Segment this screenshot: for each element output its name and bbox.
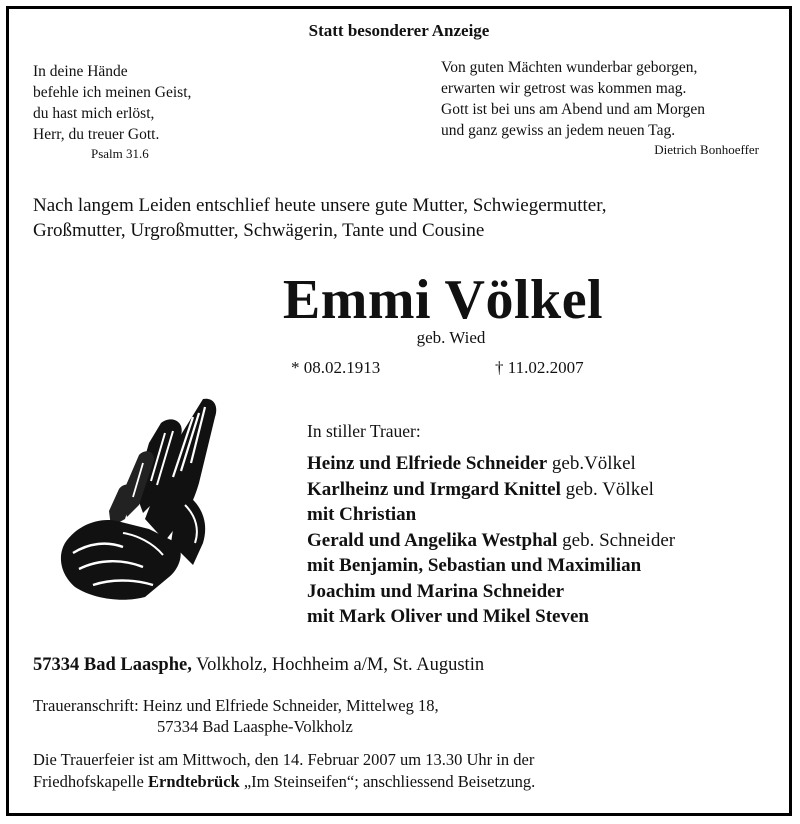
verse-line: In deine Hände — [33, 63, 128, 80]
verse-source: Psalm 31.6 — [91, 146, 149, 161]
mourning-label: In stiller Trauer: — [307, 421, 421, 441]
verse-line: Gott ist bei uns am Abend und am Morgen — [441, 101, 706, 118]
praying-hands-icon — [53, 393, 223, 603]
verse-line: du hast mich erlöst, — [33, 105, 155, 122]
mourner-line — [307, 553, 675, 579]
mourning-address — [33, 695, 439, 737]
funeral-place: Erndtebrück — [148, 772, 240, 791]
address-line: 57334 Bad Laasphe-Volkholz — [157, 717, 353, 736]
funeral-text: „Im Steinseifen“; anschliessend Beisetzung. — [239, 772, 536, 791]
mourner-line — [307, 451, 675, 477]
mourner-line — [307, 477, 675, 503]
verse-source: Dietrich Bonhoeffer — [654, 142, 759, 157]
funeral-line: Die Trauerfeier ist am Mittwoch, den 14. Februar 2007 um 13.30 Uhr in der — [33, 750, 535, 769]
obituary-notice — [6, 6, 792, 816]
verse-line: und ganz gewiss an jedem neuen Tag. — [441, 122, 676, 139]
town-places: Volkholz, Hochheim a/M, St. Augustin — [191, 655, 485, 675]
notice-header: Statt besonderer Anzeige — [308, 21, 490, 40]
intro-line: Nach langem Leiden entschlief heute unsere gute Mutter, Schwiegermutter, — [33, 195, 607, 216]
address-line: Traueranschrift: Heinz und Elfriede Schneider, Mittelweg 18, — [33, 696, 439, 715]
mourner-names: Karlheinz und Irmgard Knittel — [307, 478, 561, 500]
town-name: 57334 Bad Laasphe, — [33, 655, 192, 675]
mourner-names: mit Benjamin, Sebastian und Maximilian — [307, 555, 642, 576]
mourner-maiden: geb. Völkel — [560, 478, 654, 500]
funeral-info — [33, 749, 535, 793]
mourner-line — [307, 604, 675, 630]
deceased-name: Emmi Völkel — [282, 269, 604, 331]
verse-line: Herr, du treuer Gott. — [33, 126, 160, 143]
death-date: † 11.02.2007 — [495, 358, 584, 377]
birth-date: * 08.02.1913 — [291, 358, 381, 377]
mourner-line — [307, 579, 675, 605]
mourner-names: Heinz und Elfriede Schneider — [307, 453, 548, 474]
verse-line: befehle ich meinen Geist, — [33, 84, 192, 101]
mourner-names: Joachim und Marina Schneider — [307, 580, 565, 602]
bonhoeffer-verse — [441, 57, 759, 158]
mourners-list — [307, 451, 675, 630]
mourner-names: mit Mark Oliver und Mikel Steven — [307, 606, 589, 627]
verse-line: erwarten wir getrost was kommen mag. — [441, 80, 687, 97]
intro-text — [33, 193, 607, 243]
intro-line: Großmutter, Urgroßmutter, Schwägerin, Tante und Cousine — [33, 220, 485, 241]
maiden-name: geb. Wied — [416, 328, 486, 347]
mourner-names: mit Christian — [307, 504, 417, 525]
funeral-text: Friedhofskapelle — [33, 772, 149, 791]
verse-line: Von guten Mächten wunderbar geborgen, — [441, 59, 698, 76]
mourner-maiden: geb. Schneider — [557, 529, 676, 551]
mourner-maiden: geb.Völkel — [547, 453, 636, 474]
mourner-line — [307, 528, 675, 554]
mourner-names: Gerald und Angelika Westphal — [307, 529, 558, 551]
town-line — [33, 655, 484, 676]
funeral-line — [33, 771, 535, 793]
psalm-verse — [33, 61, 191, 162]
mourner-line — [307, 502, 675, 528]
